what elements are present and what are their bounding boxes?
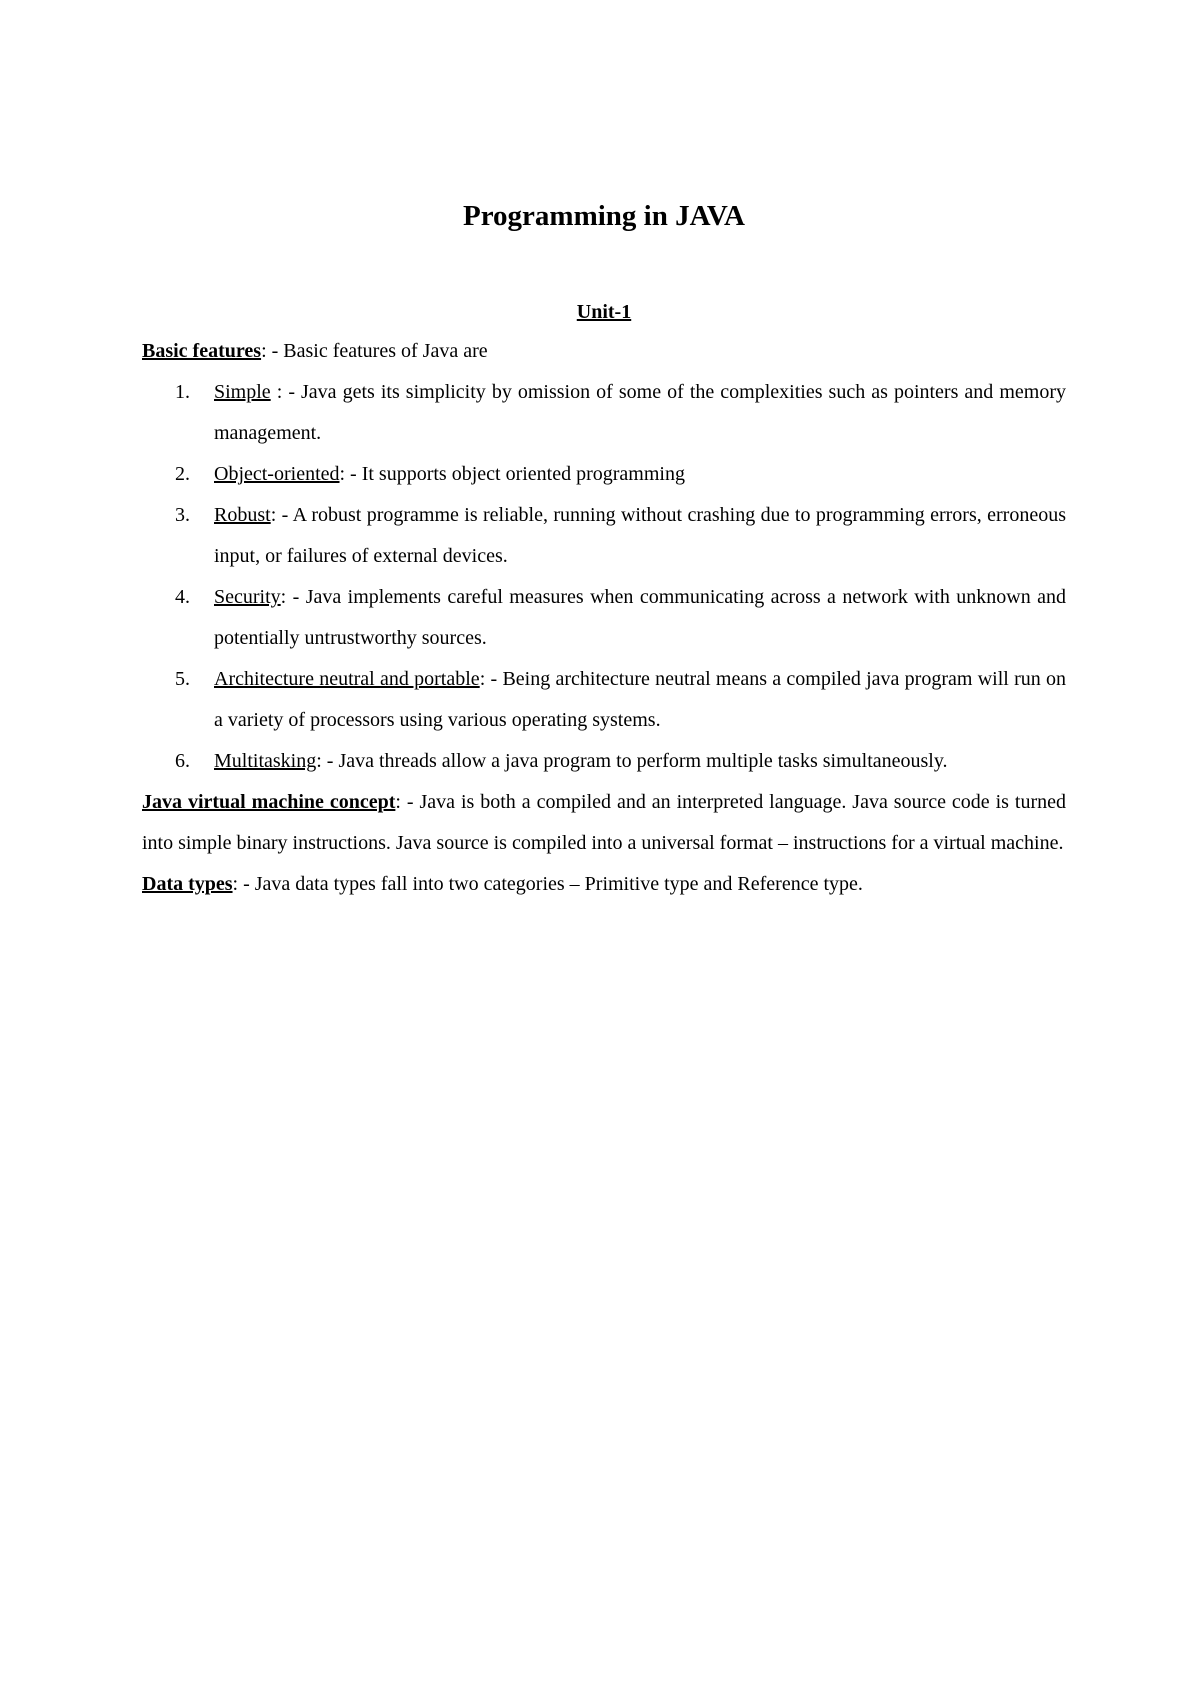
features-list — [142, 372, 1066, 782]
list-item — [142, 659, 1066, 741]
list-item-text: : - Java implements careful measures when communicating across a network with unknown and potentially untrustworthy sources. — [214, 586, 1066, 649]
list-item — [142, 454, 1066, 495]
list-item-term: Simple — [214, 381, 271, 403]
list-item-term: Robust — [214, 504, 271, 526]
jvm-text: : - Java is both a compiled and an interpreted language. Java source code is turned into simple binary instructions. Java source is compiled into a universal format – instructions for a virtual machine. — [142, 791, 1067, 854]
data-types-paragraph — [142, 864, 1066, 905]
list-item-number: 3. — [175, 504, 190, 526]
list-item — [142, 741, 1066, 782]
list-item-text: : - Being architecture neutral means a compiled java program will run on a variety of processors using various operating systems. — [214, 668, 1067, 731]
basic-features-text: : - Basic features of Java are — [261, 340, 488, 362]
document-content — [142, 196, 1066, 905]
data-types-text: : - Java data types fall into two categories – Primitive type and Reference type. — [232, 873, 863, 895]
list-item-number: 1. — [175, 381, 190, 403]
unit-heading: Unit-1 — [576, 301, 632, 323]
list-item — [142, 577, 1066, 659]
page-title: Programming in JAVA — [463, 200, 745, 232]
list-item-text: : - A robust programme is reliable, running without crashing due to programming errors, erroneous input, or failures of external devices. — [214, 504, 1066, 567]
list-item-term: Architecture neutral and portable — [214, 668, 480, 690]
list-item — [142, 495, 1066, 577]
jvm-paragraph — [142, 782, 1066, 864]
list-item-term: Multitasking — [214, 750, 317, 772]
list-item-term: Security — [214, 586, 281, 608]
data-types-term: Data types — [142, 873, 233, 895]
jvm-term: Java virtual machine concept — [142, 791, 396, 813]
list-item-text: : - Java threads allow a java program to perform multiple tasks simultaneously. — [316, 750, 948, 772]
list-item-number: 4. — [175, 586, 190, 608]
list-item-number: 5. — [175, 668, 190, 690]
basic-features-paragraph — [142, 331, 1066, 372]
list-item — [142, 372, 1066, 454]
list-item-term: Object-oriented — [214, 463, 340, 485]
list-item-text: : - Java gets its simplicity by omission of some of the complexities such as pointers and memory management. — [214, 381, 1066, 444]
basic-features-term: Basic features — [142, 340, 262, 362]
list-item-number: 6. — [175, 750, 190, 772]
list-item-number: 2. — [175, 463, 190, 485]
list-item-text: : - It supports object oriented programming — [339, 463, 685, 485]
